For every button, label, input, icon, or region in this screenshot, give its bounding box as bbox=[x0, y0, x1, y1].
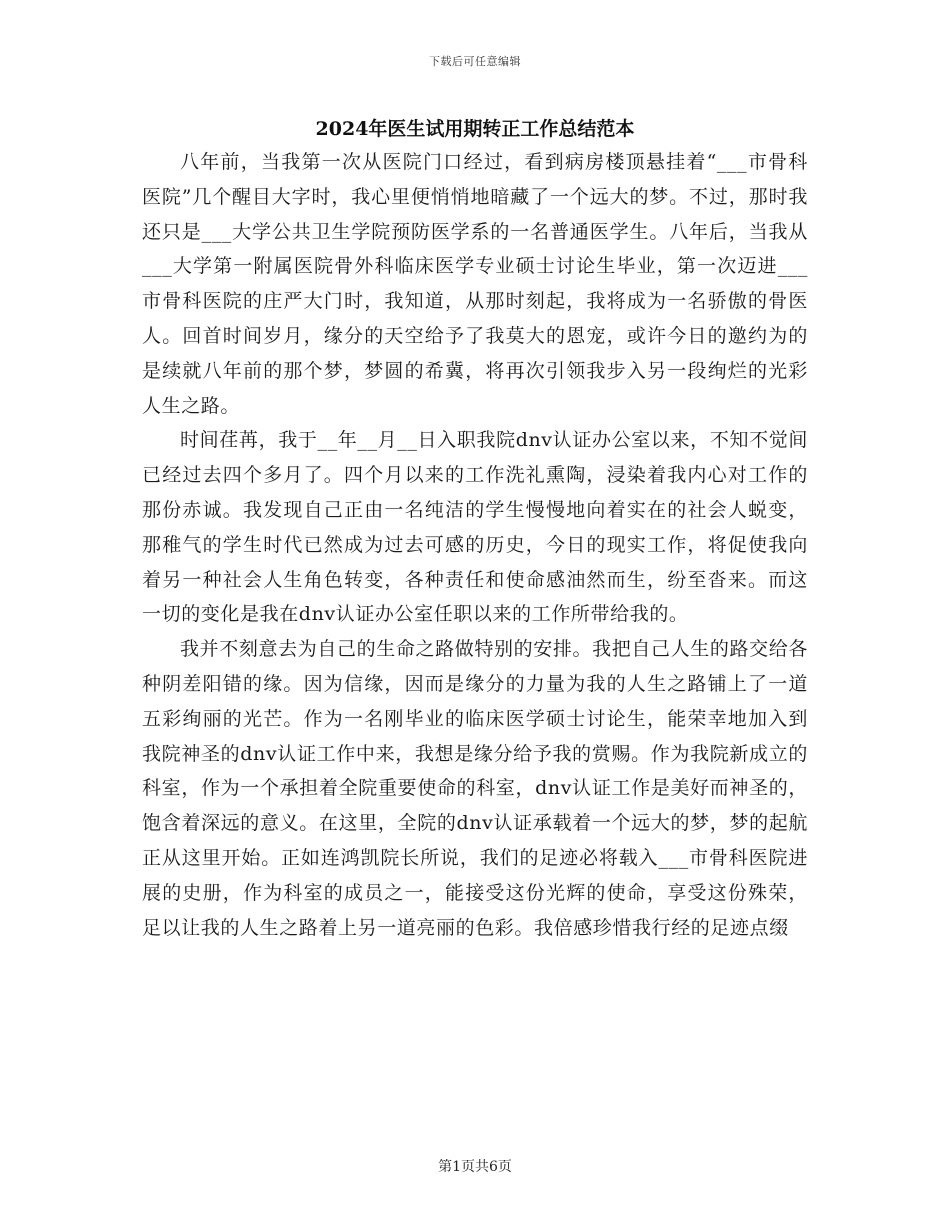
paragraph-1: 八年前，当我第一次从医院门口经过，看到病房楼顶悬挂着“___市骨科医院”几个醒目大字时，我心里便悄悄地暗藏了一个远大的梦。不过，那时我还只是___大学公共卫生学院预防医学系的一名普通医学生。八年后，当我从___大学第一附属医院骨外科临床医学专业硕士讨论生毕业，第一次迈进___市骨科医院的庄严大门时，我知道，从那时刻起，我将成为一名骄傲的骨医人。回首时间岁月，缘分的天空给予了我莫大的恩宠，或许今日的邀约为的是续就八年前的那个梦，梦圆的希冀，将再次引领我步入另一段绚烂的光彩人生之路。 bbox=[142, 151, 808, 417]
document-body bbox=[142, 145, 808, 945]
page-number: 第1页共6页 bbox=[438, 1159, 512, 1175]
paragraph-2: 时间荏苒，我于__年__月__日入职我院dnv认证办公室以来，不知不觉间已经过去四个多月了。四个月以来的工作洗礼熏陶，浸染着我内心对工作的那份赤诚。我发现自己正由一名纯洁的学生慢慢地向着实在的社会人蜕变，那稚气的学生时代已然成为过去可感的历史，今日的现实工作，将促使我向着另一种社会人生角色转变，各种责任和使命感油然而生，纷至沓来。而这一切的变化是我在dnv认证办公室任职以来的工作所带给我的。 bbox=[142, 429, 808, 626]
paragraph-3: 我并不刻意去为自己的生命之路做特别的安排。我把自己人生的路交给各种阴差阳错的缘。因为信缘，因而是缘分的力量为我的人生之路铺上了一道五彩绚丽的光芒。作为一名刚毕业的临床医学硕士讨论生，能荣幸地加入到我院神圣的dnv认证工作中来，我想是缘分给予我的赏赐。作为我院新成立的科室，作为一个承担着全院重要使命的科室，dnv认证工作是美好而神圣的，饱含着深远的意义。在这里，全院的dnv认证承载着一个远大的梦，梦的起航正从这里开始。正如连鸿凯院长所说，我们的足迹必将载入___市骨科医院进展的史册，作为科室的成员之一，能接受这份光辉的使命，享受这份殊荣，足以让我的人生之路着上另一道亮丽的色彩。我倍感珍惜我行经的足迹点缀 bbox=[142, 638, 808, 939]
document-title: 2024年医生试用期转正工作总结范本 bbox=[315, 118, 635, 140]
page-header-note: 下载后可任意编辑 bbox=[429, 55, 521, 68]
